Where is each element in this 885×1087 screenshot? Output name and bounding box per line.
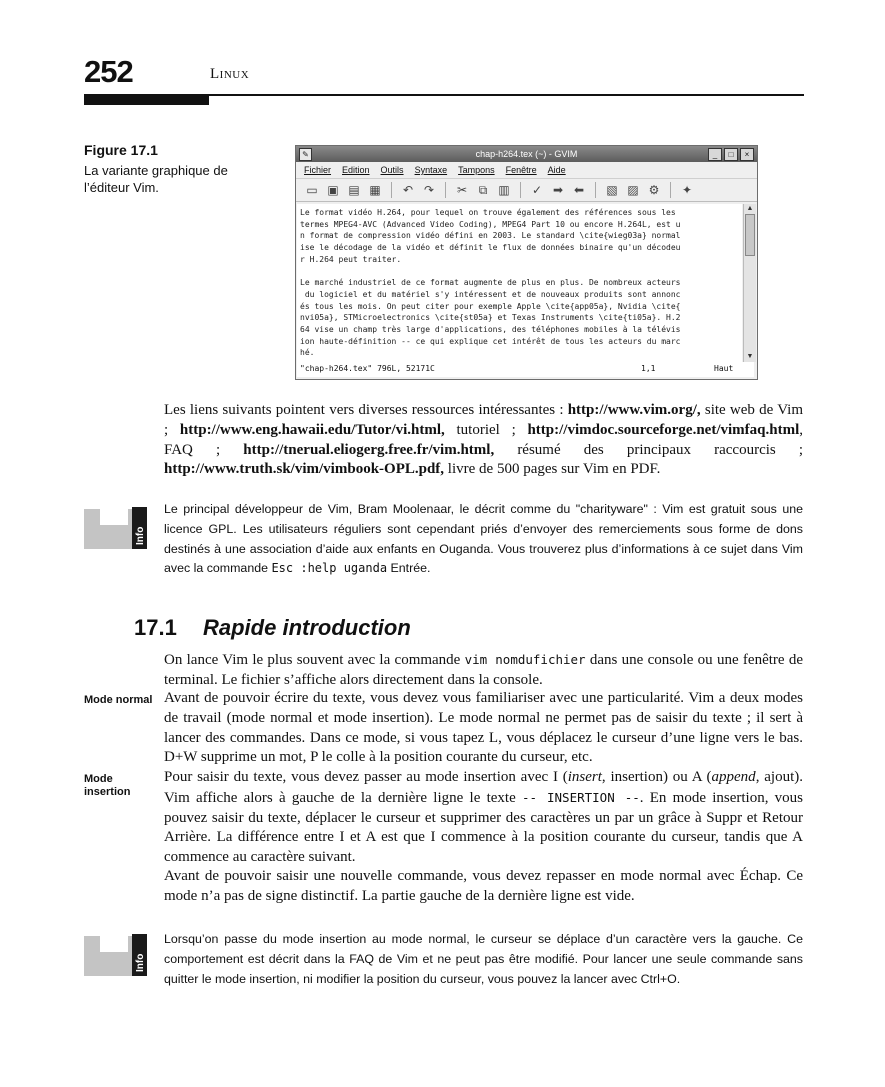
text-run: livre de 500 pages sur Vim en PDF. <box>444 461 661 478</box>
window-title: chap-h264.tex (~) - GVIM <box>475 149 578 159</box>
info-icon <box>84 505 150 549</box>
save-icon[interactable]: ▣ <box>327 183 339 197</box>
menu-edition[interactable]: Edition <box>342 165 370 175</box>
inline-code: vim nomdufichier <box>464 652 586 667</box>
margin-note-mode-insertion: Mode insertion <box>84 773 131 798</box>
forward-icon[interactable]: ➡ <box>552 183 564 197</box>
info-icon-label: Info <box>135 526 146 545</box>
links-paragraph <box>164 401 803 480</box>
menu-fichier[interactable]: Fichier <box>304 165 332 175</box>
escape-paragraph: Avant de pouvoir saisir une nouvelle commande, vous devez repasser en mode normal avec Échap. Ce mode n’a pas de signe distinctif. La partie gauche de la dernière ligne est vide. <box>164 868 803 904</box>
vertical-scrollbar[interactable] <box>743 204 756 362</box>
menu-outils[interactable]: Outils <box>380 165 404 175</box>
info-note-cursor: Lorsqu’on passe du mode insertion au mode normal, le curseur se déplace d’un caractère vers la gauche. Ce comportement est décrit dans la FAQ de Vim et ne peut pas être modifié. Pour lancer une seule commande sans quitter le mode insertion, ni modifier la position du curseur, vous pouvez la lancer avec Ctrl+O. <box>164 932 803 986</box>
text-run: site web de Vim ; <box>164 402 803 438</box>
running-header-chapter: Linux <box>210 66 250 82</box>
inline-code: Esc :help uganda <box>271 561 388 576</box>
italic-term: insert <box>567 769 602 785</box>
status-scroll-position: Haut <box>714 364 734 373</box>
link-tnerual[interactable]: http://tnerual.eliogerg.free.fr/vim.html, <box>243 441 495 458</box>
text-run: Les liens suivants pointent vers diverses ressources intéressantes : <box>164 402 568 418</box>
status-line <box>297 362 754 377</box>
header-bar <box>84 96 209 105</box>
intro-paragraph <box>164 650 803 691</box>
text-run: tutoriel ; <box>444 421 528 438</box>
text-run: , FAQ ; <box>164 421 803 458</box>
info-icon <box>84 932 150 976</box>
print-icon[interactable]: ▦ <box>369 183 381 197</box>
figure-caption: La variante graphique de l’éditeur Vim. <box>84 163 228 195</box>
margin-note-mode-normal: Mode normal <box>84 694 153 706</box>
paste-icon[interactable]: ▥ <box>498 183 510 197</box>
text-run: Entrée. <box>387 561 431 576</box>
save-session-icon[interactable]: ▨ <box>627 183 639 197</box>
italic-term: append <box>711 769 756 785</box>
inline-code: -- INSERTION -- <box>521 789 640 805</box>
toolbar-separator <box>391 182 392 198</box>
toolbar <box>296 178 757 202</box>
info-note-charityware <box>164 500 803 579</box>
text-run: . En mode insertion, vous pouvez saisir du texte, déplacer le curseur et supprimer des caractères un par un grâce à Suppr et Retour Arrière. La différence entre I et A est que I commence à la position courante du curseur, tandis que A commence au caractère suivant. <box>164 789 804 866</box>
text-run: , insertion) ou A ( <box>601 769 712 785</box>
window-titlebar <box>296 146 757 162</box>
status-cursor-position: 1,1 <box>641 364 656 373</box>
editor-text-area[interactable] <box>297 204 742 362</box>
menu-tampons[interactable]: Tampons <box>458 165 495 175</box>
open-icon[interactable]: ▭ <box>306 183 318 197</box>
link-vim-org[interactable]: http://www.vim.org/, <box>567 402 701 418</box>
section-title: Rapide introduction <box>203 615 411 640</box>
minimize-icon[interactable]: _ <box>708 148 722 161</box>
menu-syntaxe[interactable]: Syntaxe <box>414 165 448 175</box>
menu-aide[interactable]: Aide <box>547 165 566 175</box>
maximize-icon[interactable]: □ <box>724 148 738 161</box>
link-vimbook-pdf[interactable]: http://www.truth.sk/vim/vimbook-OPL.pdf, <box>164 461 445 478</box>
text-run: Pour saisir du texte, vous devez passer au mode insertion avec I ( <box>164 769 568 785</box>
text-run: résumé des principaux raccourcis ; <box>494 441 804 458</box>
close-icon[interactable]: × <box>740 148 754 161</box>
undo-icon[interactable]: ↶ <box>402 183 414 197</box>
make-icon[interactable]: ✦ <box>681 183 693 197</box>
toolbar-separator <box>445 182 446 198</box>
redo-icon[interactable]: ↷ <box>423 183 435 197</box>
page-number: 252 <box>84 54 133 89</box>
menu-fenetre[interactable]: Fenêtre <box>505 165 537 175</box>
gvim-window <box>295 145 758 380</box>
text-run: dans une console ou une fenêtre de terminal. Le fichier s’affiche alors directement dans la console. <box>164 652 803 688</box>
replace-icon[interactable]: ✓ <box>531 183 543 197</box>
scroll-thumb[interactable] <box>745 214 755 256</box>
status-file-info: "chap-h264.tex" 796L, 52171C <box>300 364 435 373</box>
mode-insertion-paragraph <box>164 768 803 868</box>
toolbar-separator <box>595 182 596 198</box>
toolbar-separator <box>520 182 521 198</box>
toolbar-separator <box>670 182 671 198</box>
load-session-icon[interactable]: ▧ <box>606 183 618 197</box>
text-run: On lance Vim le plus souvent avec la commande <box>164 652 465 668</box>
text-run: Le principal développeur de Vim, Bram Moolenaar, le décrit comme du "charityware" : Vim est gratuit sous une licence GPL. Les utilisateurs réguliers sont cependant priés d’envoyer des remerciements sous forme de dons destinés à une association d’aide aux enfants en Ouganda. Vous trouverez plus d’informations à ce sujet dans Vim avec la commande <box>164 502 803 576</box>
run-script-icon[interactable]: ⚙ <box>648 183 660 197</box>
editor-text: Le format vidéo H.264, pour lequel on trouve également des références sous les termes MPEG4-AVC (Advanced Video Coding), MPEG4 Part 10 ou encore H.264L, est u n format de compression vidéo défini en 2003. Le standard \cite{wieg03a} normal ise le décodage de la vidéo et définit le flux de données binaire qu'un décodeu r H.264 peut traiter. Le marché industriel de ce format augmente de plus en plus. De nombreux acteurs du logiciel et du matériel s'y intéressent et de nouveaux produits sont annonc és tous les mois. On peut citer pour exemple Apple \cite{app05a}, Nvidia \cite{ nvi05a}, STMicroelectronics \cite{st05a} et Texas Instruments \cite{ti05a}. H.2 64 vise un champ très large d'applications, des téléphones mobiles à la télévis ion haute-définition -- ce qui explique cet intérêt de tous les acteurs du marc hé. <box>300 208 681 358</box>
link-hawaii-tutor[interactable]: http://www.eng.hawaii.edu/Tutor/vi.html, <box>179 421 445 438</box>
cut-icon[interactable]: ✂ <box>456 183 468 197</box>
mode-normal-paragraph: Avant de pouvoir écrire du texte, vous devez vous familiariser avec une particularité. Vim a deux modes de travail (mode normal et mode insertion). Le mode normal ne permet pas de saisir du texte ; il sert à lancer des commandes. Dans ce mode, si vous tapez L, vous déplacez le curseur d’une ligne vers le bas. D+W supprime un mot, P le colle à la position courante du curseur, etc. <box>164 690 803 766</box>
save-all-icon[interactable]: ▤ <box>348 183 360 197</box>
info-icon-label: Info <box>135 953 146 972</box>
scroll-down-icon[interactable]: ▼ <box>746 353 754 360</box>
back-icon[interactable]: ⬅ <box>573 183 585 197</box>
section-number: 17.1 <box>134 615 177 640</box>
menu-bar <box>296 162 757 178</box>
figure-label: Figure 17.1 <box>84 142 158 158</box>
copy-icon[interactable]: ⧉ <box>478 183 488 197</box>
scroll-up-icon[interactable]: ▲ <box>746 205 754 212</box>
link-vimdoc-faq[interactable]: http://vimdoc.sourceforge.net/vimfaq.html <box>527 421 800 438</box>
vim-app-icon: ✎ <box>299 148 312 161</box>
text-run: , ajout). Vim affiche alors à gauche de la dernière ligne le texte <box>164 769 803 806</box>
